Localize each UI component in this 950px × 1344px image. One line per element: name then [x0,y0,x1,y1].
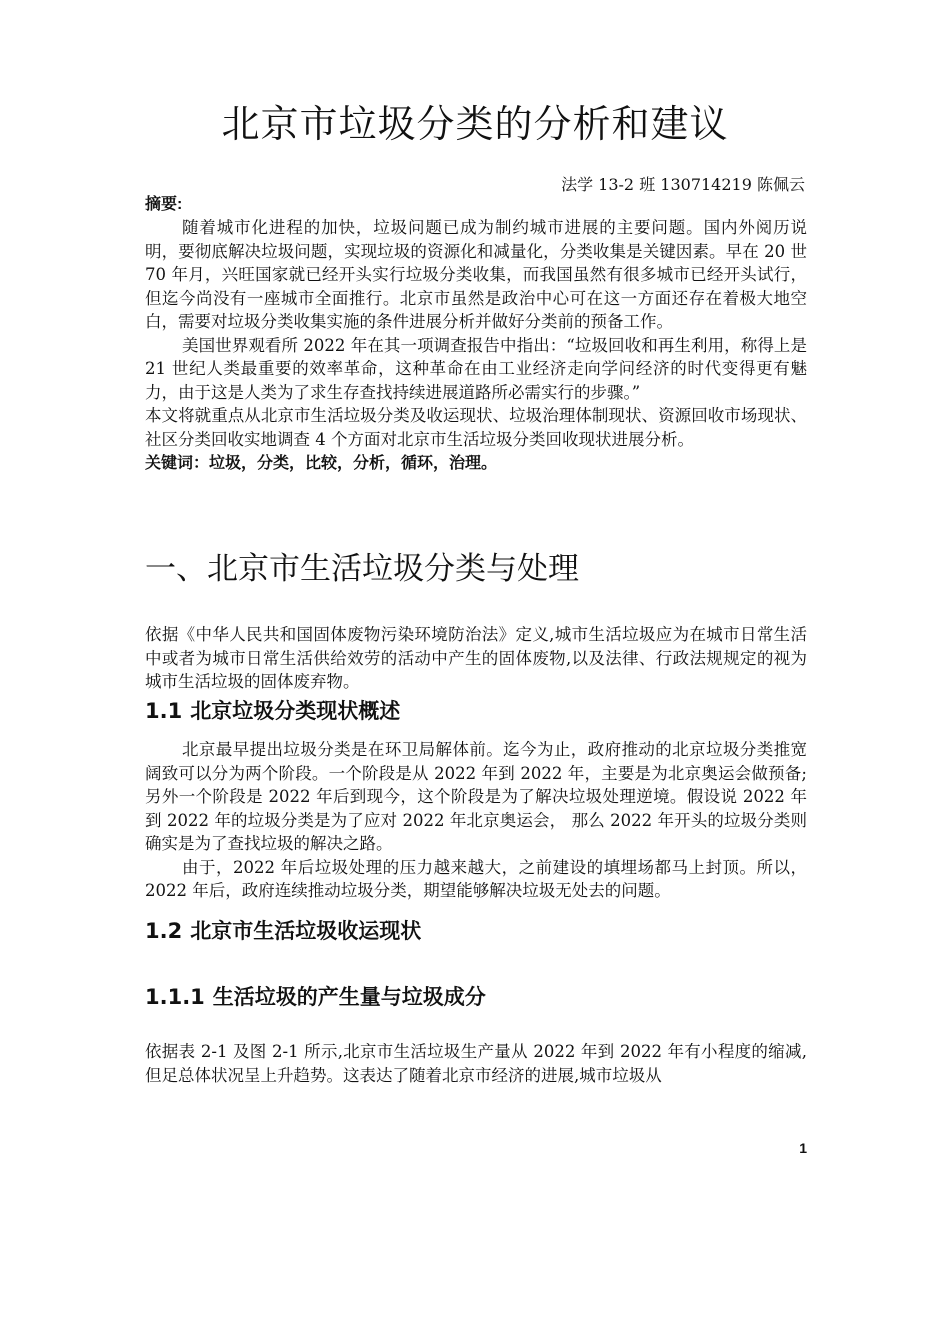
author-line: 法学 13-2 班 130714219 陈佩云 [561,175,805,194]
body-paragraph: 由于，2022 年后垃圾处理的压力越来越大，之前建设的填埋场都马上封顶。所以，2022 年后，政府连续推动垃圾分类，期望能够解决垃圾无处去的问题。 [145,857,807,900]
abstract-paragraph: 美国世界观看所 2022 年在其一项调查报告中指出：“垃圾回收和再生利用，称得上是 21 世纪人类最重要的效率革命，这种革命在由工业经济走向学问经济的时代变得更有魅力，由于这是人类为了求生存查找持续进展道路所必需实行的步骤。” [145,335,807,402]
section-number: 1.1.1 [145,985,205,1009]
section-title: 北京市生活垃圾收运现状 [190,919,422,943]
abstract-paragraph: 本文将就重点从北京市生活垃圾分类及收运现状、垃圾治理体制现状、资源回收市场现状、社区分类回收实地调查 4 个方面对北京市生活垃圾分类回收现状进展分析。 [145,406,807,449]
document-title: 北京市垃圾分类的分析和建议 [221,102,729,146]
abstract-paragraph: 随着城市化进程的加快，垃圾问题已成为制约城市进展的主要问题。国内外阅历说明，要彻底解决垃圾问题，实现垃圾的资源化和减量化，分类收集是关键因素。早在 20 世 70 年月，兴旺国家就已经开头实行垃圾分类收集，而我国虽然有很多城市已经开头试行，但迄今尚没有一座城市全面推行。北京市虽然是政治中心可在这一方面还存在着极大地空白，需要对垃圾分类收集实施的条件进展分析并做好分类前的预备工作。 [145,218,807,331]
section1-1-body [145,738,807,903]
section-heading-1-1-1 [145,981,807,1011]
section1-intro: 依据《中华人民共和国固体废物污染环境防治法》定义,城市生活垃圾应为在城市日常生活中或者为城市日常生活供给效劳的活动中产生的固体废物,以及法律、行政法规规定的视为城市生活垃圾的固体废弃物。 [145,625,807,691]
section-number: 1.1 [145,699,183,723]
abstract-label: 摘要: [145,196,183,213]
section-title: 北京垃圾分类现状概述 [190,699,401,723]
keywords-line: 关键词：垃圾，分类，比较，分析，循环，治理。 [145,455,498,472]
abstract-section [145,194,807,477]
section-heading-1-1 [145,695,807,725]
section-heading-1-2 [145,915,807,945]
section-number: 1.2 [145,919,183,943]
section1-1-1-paragraph: 依据表 2-1 及图 2-1 所示,北京市生活垃圾生产量从 2022 年到 2022 年有小程度的缩减,但足总体状况呈上升趋势。这表达了随着北京市经济的进展,城市垃圾从 [145,1042,807,1085]
page-number: 1 [799,1140,807,1156]
section-heading-1: 一、北京市生活垃圾分类与处理 [145,551,579,587]
body-paragraph: 北京最早提出垃圾分类是在环卫局解体前。迄今为止，政府推动的北京垃圾分类推宽阔致可以分为两个阶段。一个阶段是从 2022 年到 2022 年，主要是为北京奥运会做预备;另外一个阶段是 2022 年后到现今，这个阶段是为了解决垃圾处理逆境。假设说 2022 年到 2022 年的垃圾分类是为了应对 2022 年北京奥运会， 那么 2022 年开头的垃圾分类则确实是为了查找垃圾的解决之路。 [145,740,807,853]
section-title: 生活垃圾的产生量与垃圾成分 [212,985,486,1009]
